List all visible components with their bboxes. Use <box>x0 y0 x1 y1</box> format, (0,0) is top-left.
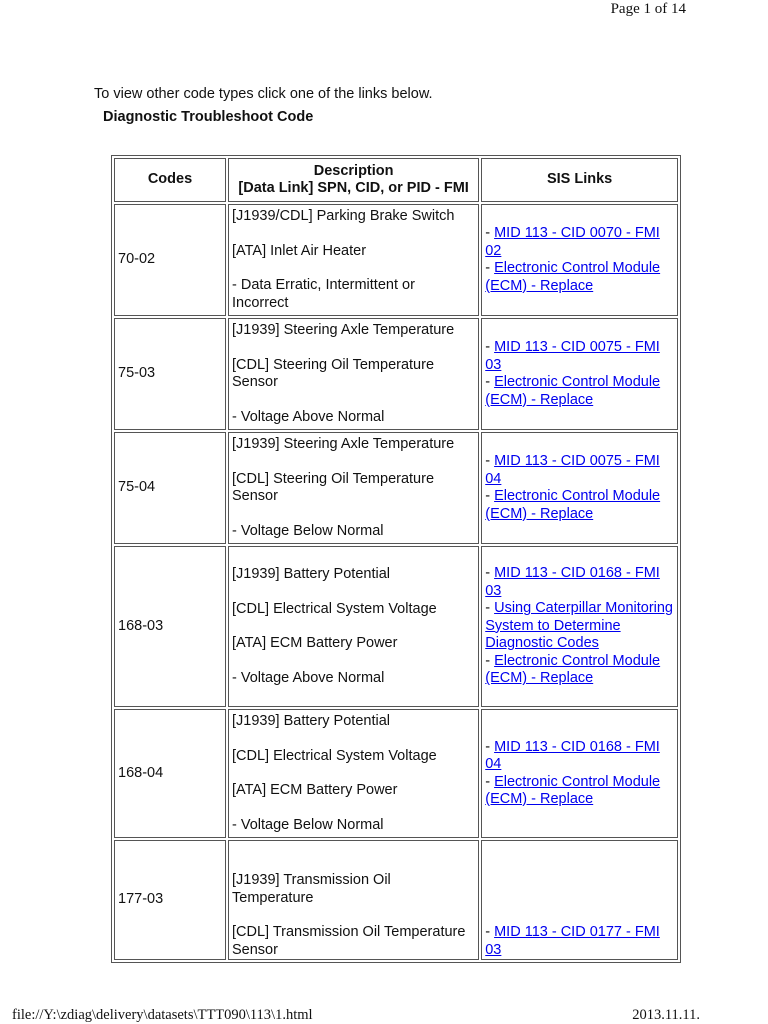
sis-link[interactable]: MID 113 - CID 0168 - FMI 04 <box>485 738 660 772</box>
description-line: [CDL] Steering Oil Temperature Sensor <box>232 356 435 390</box>
description-cell <box>228 204 479 316</box>
description-cell <box>228 546 479 707</box>
description-line: [CDL] Steering Oil Temperature Sensor <box>232 470 435 504</box>
code-cell: 168-04 <box>114 709 226 838</box>
description-cell <box>228 432 479 544</box>
sis-link[interactable]: Electronic Control Module (ECM) - Replace <box>485 773 661 807</box>
description-line: [J1939] Battery Potential <box>232 713 390 729</box>
sis-link[interactable]: MID 113 - CID 0177 - FMI 03 <box>485 924 660 958</box>
sis-link-item: - Electronic Control Module (ECM) - Replace <box>485 374 661 408</box>
code-cell: 75-03 <box>114 318 226 430</box>
description-line: [ATA] ECM Battery Power <box>232 782 398 798</box>
sis-links-cell <box>481 840 678 960</box>
sis-links-cell <box>481 546 678 707</box>
column-header-sis-links <box>481 158 678 202</box>
intro-text: To view other code types click one of the links below. <box>94 86 433 102</box>
sis-link[interactable]: Electronic Control Module (ECM) - Replace <box>485 488 661 522</box>
sis-link-item: - Using Caterpillar Monitoring System to Determine Diagnostic Codes <box>485 600 674 652</box>
sis-link[interactable]: MID 113 - CID 0070 - FMI 02 <box>485 225 660 259</box>
table-row <box>114 840 678 960</box>
table-header-row <box>114 158 678 202</box>
sis-link[interactable]: MID 113 - CID 0075 - FMI 04 <box>485 453 660 487</box>
sis-link[interactable]: Using Caterpillar Monitoring System to Determine Diagnostic Codes <box>485 600 674 652</box>
footer-file-path: file://Y:\zdiag\delivery\datasets\TTT090\113\1.html <box>12 1007 313 1023</box>
sis-link-item: - Electronic Control Module (ECM) - Replace <box>485 488 661 522</box>
table-row <box>114 318 678 430</box>
column-header-codes-label: Codes <box>147 171 193 188</box>
description-line: [ATA] ECM Battery Power <box>232 635 398 651</box>
sis-link-item: - MID 113 - CID 0168 - FMI 03 <box>485 565 660 599</box>
table-row <box>114 204 678 316</box>
description-line: [CDL] Electrical System Voltage <box>232 747 437 764</box>
description-cell <box>228 318 479 430</box>
sis-links-cell <box>481 318 678 430</box>
table-row <box>114 709 678 838</box>
description-line: - Voltage Above Normal <box>232 669 385 686</box>
sis-links-cell <box>481 432 678 544</box>
sis-link-item: - MID 113 - CID 0070 - FMI 02 <box>485 225 660 259</box>
diagnostic-code-table <box>111 155 681 963</box>
page-number: Page 1 of 14 <box>610 1 686 17</box>
description-line: [J1939/CDL] Parking Brake Switch <box>232 208 455 224</box>
sis-link[interactable]: MID 113 - CID 0168 - FMI 03 <box>485 565 660 599</box>
description-line: - Voltage Below Normal <box>232 816 384 833</box>
description-line: [J1939] Steering Axle Temperature <box>232 436 455 452</box>
description-line: [J1939] Battery Potential <box>232 566 390 582</box>
column-header-sis-links-label: SIS Links <box>546 171 613 188</box>
column-header-description-label: Description <box>313 162 394 179</box>
description-line: - Voltage Above Normal <box>232 408 385 425</box>
description-line: [J1939] Steering Axle Temperature <box>232 322 455 338</box>
code-cell: 75-04 <box>114 432 226 544</box>
sis-link-item: - Electronic Control Module (ECM) - Replace <box>485 773 661 807</box>
sis-link-item: - Electronic Control Module (ECM) - Replace <box>485 652 661 687</box>
description-line: [CDL] Transmission Oil Temperature Sensor <box>232 924 466 958</box>
description-cell <box>228 840 479 960</box>
sis-link-item: - MID 113 - CID 0168 - FMI 04 <box>485 738 660 772</box>
column-header-codes <box>114 158 226 202</box>
description-line: - Data Erratic, Intermittent or Incorrect <box>232 277 415 311</box>
code-cell: 70-02 <box>114 204 226 316</box>
description-line: - Voltage Below Normal <box>232 522 384 539</box>
sis-link[interactable]: Electronic Control Module (ECM) - Replace <box>485 652 661 687</box>
table-row <box>114 432 678 544</box>
table-row <box>114 546 678 707</box>
description-line: [CDL] Electrical System Voltage <box>232 600 437 617</box>
sis-link[interactable]: Electronic Control Module (ECM) - Replace <box>485 260 661 294</box>
sis-link-item: - Electronic Control Module (ECM) - Replace <box>485 260 661 294</box>
description-cell <box>228 709 479 838</box>
sis-links-cell <box>481 204 678 316</box>
sis-links-cell <box>481 709 678 838</box>
sis-link[interactable]: MID 113 - CID 0075 - FMI 03 <box>485 339 660 373</box>
code-cell: 168-03 <box>114 546 226 707</box>
sis-link[interactable]: Electronic Control Module (ECM) - Replace <box>485 374 661 408</box>
sis-link-item: - MID 113 - CID 0075 - FMI 03 <box>485 339 660 373</box>
description-line: [ATA] Inlet Air Heater <box>232 242 367 259</box>
column-header-description-sublabel: [Data Link] SPN, CID, or PID - FMI <box>238 180 469 196</box>
sis-link-item: - MID 113 - CID 0177 - FMI 03 <box>485 924 660 958</box>
page-heading: Diagnostic Troubleshoot Code <box>103 109 314 125</box>
code-cell: 177-03 <box>114 840 226 960</box>
column-header-description <box>228 158 479 202</box>
sis-link-item: - MID 113 - CID 0075 - FMI 04 <box>485 453 660 487</box>
footer-date: 2013.11.11. <box>632 1007 700 1023</box>
description-line: [J1939] Transmission Oil Temperature <box>232 872 391 906</box>
